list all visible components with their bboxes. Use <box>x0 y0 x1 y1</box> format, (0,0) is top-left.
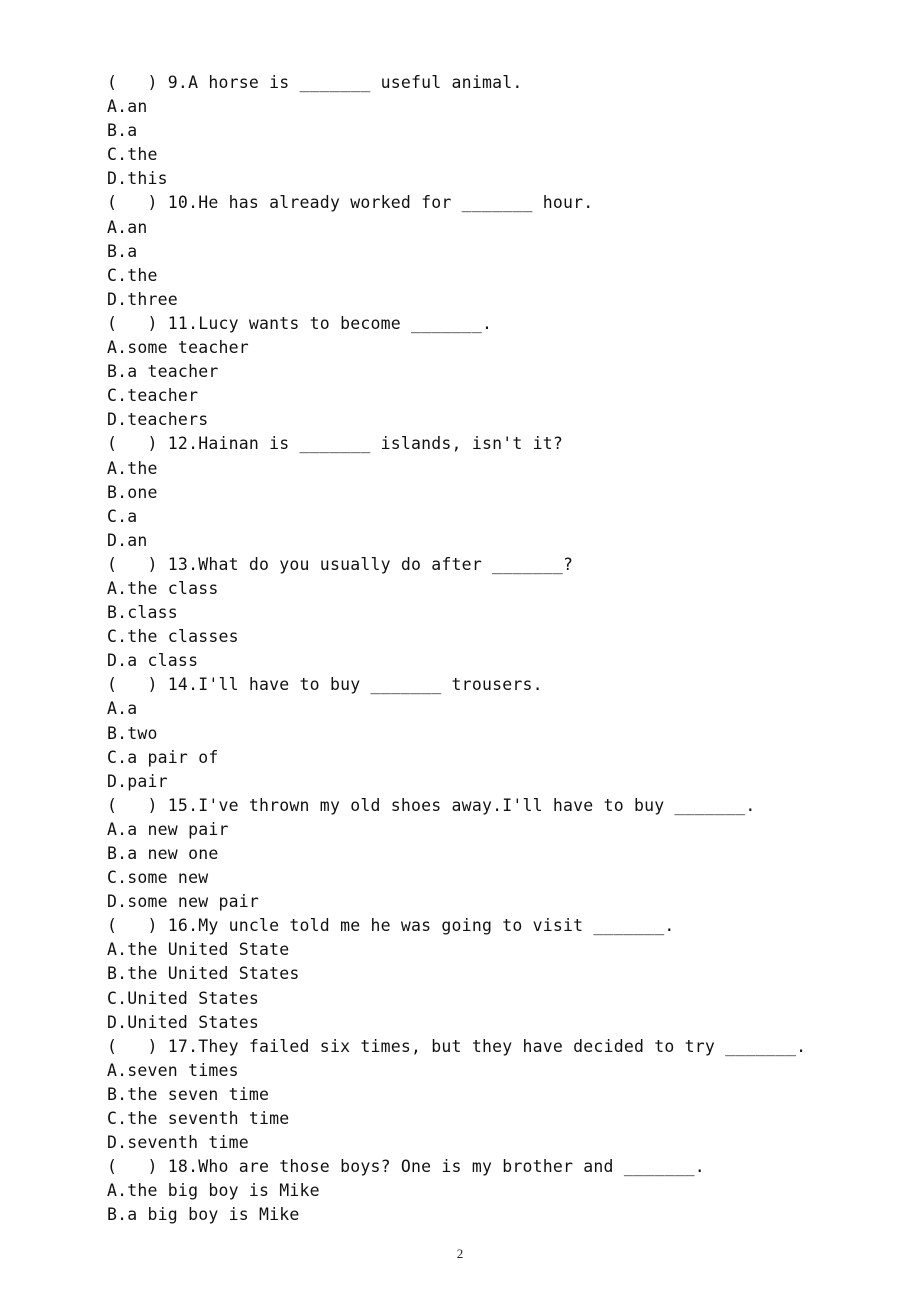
question-11-stem: ( ) 11.Lucy wants to become _______. <box>107 313 493 333</box>
question-15-option-b: B.a new one <box>107 844 219 863</box>
question-17-option-d: D.seventh time <box>107 1133 249 1153</box>
question-9-option-d: D.this <box>107 169 168 189</box>
question-16-option-b: B.the United States <box>107 964 300 984</box>
question-11-option-c: C.teacher <box>107 386 199 406</box>
question-10-option-a: A.an <box>107 217 148 237</box>
question-12-option-c: C.a <box>107 506 138 526</box>
question-10-option-c: C.the <box>107 265 158 285</box>
question-16-option-c: C.United States <box>107 988 260 1008</box>
question-15-option-d: D.some new pair <box>107 892 260 912</box>
question-12-option-d: D.an <box>107 530 148 550</box>
question-13-option-a: A.the class <box>107 578 219 598</box>
question-16-stem: ( ) 16.My uncle told me he was going to visit _______. <box>107 916 675 936</box>
question-16-option-d: D.United States <box>107 1012 260 1032</box>
question-17-stem: ( ) 17.They failed six times, but they have decided to try _______. <box>107 1036 807 1056</box>
question-9-option-a: A.an <box>107 97 148 117</box>
question-12-option-a: A.the <box>107 458 158 478</box>
question-13-option-b: B.class <box>107 603 178 623</box>
question-16-option-a: A.the United State <box>107 940 290 960</box>
question-14-option-d: D.pair <box>107 771 168 791</box>
question-18-option-a: A.the big boy is Mike <box>107 1181 320 1201</box>
question-9-stem: ( ) 9.A horse is _______ useful animal. <box>107 73 523 92</box>
question-15-option-a: A.a new pair <box>107 819 229 839</box>
question-9-option-b: B.a <box>107 121 138 141</box>
question-10-option-b: B.a <box>107 241 138 261</box>
question-12-option-b: B.one <box>107 482 158 502</box>
question-15-option-c: C.some new <box>107 868 209 888</box>
question-13-option-c: C.the classes <box>107 627 239 647</box>
question-14-option-b: B.two <box>107 723 158 743</box>
question-11-option-a: A.some teacher <box>107 338 249 358</box>
question-list <box>107 71 867 1228</box>
question-11-option-d: D.teachers <box>107 410 209 430</box>
page-number: 2 <box>456 1246 464 1261</box>
question-18-stem: ( ) 18.Who are those boys? One is my brother and _______. <box>107 1157 705 1177</box>
question-10-stem: ( ) 10.He has already worked for _______ hour. <box>107 193 594 213</box>
question-11-option-b: B.a teacher <box>107 362 219 382</box>
question-17-option-a: A.seven times <box>107 1060 239 1080</box>
question-17-option-b: B.the seven time <box>107 1084 270 1104</box>
question-14-option-c: C.a pair of <box>107 747 219 767</box>
question-10-option-d: D.three <box>107 289 178 309</box>
question-18-option-b: B.a big boy is Mike <box>107 1205 300 1225</box>
question-13-option-d: D.a class <box>107 651 199 671</box>
question-13-stem: ( ) 13.What do you usually do after _______? <box>107 554 574 574</box>
question-14-stem: ( ) 14.I'll have to buy _______ trousers. <box>107 675 543 695</box>
question-14-option-a: A.a <box>107 699 138 719</box>
question-17-option-c: C.the seventh time <box>107 1109 290 1129</box>
question-9-option-c: C.the <box>107 145 158 165</box>
question-12-stem: ( ) 12.Hainan is _______ islands, isn't it? <box>107 434 564 454</box>
question-15-stem: ( ) 15.I've thrown my old shoes away.I'll have to buy _______. <box>107 795 756 815</box>
